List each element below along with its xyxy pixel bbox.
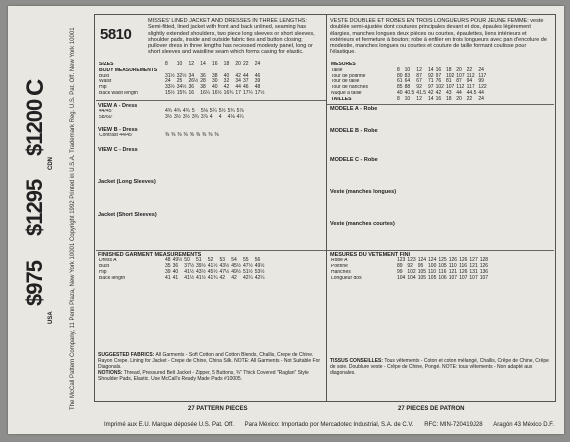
table-row: Bust 31½ 32½ 34 36 38 40 42 44 46 xyxy=(99,72,261,79)
table-row: Robe A 123 123 124 124 125 126 126 127 128 xyxy=(331,257,489,264)
french-sizing xyxy=(330,62,552,103)
language-divider xyxy=(326,14,327,401)
english-yardage xyxy=(98,103,326,218)
section-rule xyxy=(96,100,326,101)
table-row: 44/45" 4¾ 4¾ 4¾ 5 5⅛ 5¼ 5½ 5¾ 5⅞ xyxy=(99,108,244,115)
table-row: Tour de hanches 85 88 92 97 102 107 112 117 122 xyxy=(331,84,487,91)
finished-label: FINISHED GARMENT MEASUREMENTS xyxy=(98,252,202,258)
table-row: 58/60" 3½ 3½ 3½ 3¾ 3⅞ 4 4 4⅛ 4¼ xyxy=(99,114,244,121)
table-row: Nuque à taille 40 40.5 41.5 42 42 43 44 44.5 44 xyxy=(331,89,484,96)
table-row: Longueur dos 104 104 105 105 106 107 107 107 107 xyxy=(331,274,489,281)
table-row: Hip 39 40 41½ 43½ 45½ 47½ 49½ 51½ 53½ xyxy=(99,268,265,275)
tissus-label: TISSUS CONSEILLES: xyxy=(330,358,384,364)
view-b-label: VIEW B - Dress xyxy=(98,126,138,133)
french-notes xyxy=(330,358,552,376)
notions-text: Thread, Pressured Belt Jacket - Zipper, 5 Buttons, ¾" Thick Covered "Raglan" Style Shoulder Pads, Elastic. Use McCall's Ready Made Pads #10005. xyxy=(98,370,309,382)
suggested-text: All Garments - Soft Cotton and Cotton Blends, Challis, Crepe de Chine. Rayon Crepe. Lining for Jacket - Crepe de Chine, China Silk. NOTE: All Garments - Not Suitable For Diagonals. xyxy=(98,352,321,370)
table-row: Hanches 99 102 105 110 116 121 126 131 136 xyxy=(331,268,489,275)
pattern-envelope-back xyxy=(8,6,564,434)
table-row: Taille 8 10 12 14 16 18 20 22 24 xyxy=(331,66,484,73)
yardage-table xyxy=(98,109,245,121)
body-measurements-label: BODY MEASUREMENTS xyxy=(99,67,158,73)
veste-courtes-label: Veste (manches courtes) xyxy=(330,221,395,228)
copyright-line: The McCall Pattern Company, 11 Penn Plaza, New York 10001 Copyright 1992 Printed in U.S.A. Trademark Reg. U.S. Pat. Off. New York 10001 xyxy=(70,27,76,410)
footer-mexico: Para México: Importado por Mercadotec Industrial, S.A. de C.V. xyxy=(244,422,414,428)
tissus-text: Tous vêtements - Coton et coton mélangé, Challis, Crêpe de Chine, Crêpe de soie. Doublure veste - Crêpe de Chine, Pongé. NOTE: tous vêtements - Non adapté aux diagonales. xyxy=(330,358,549,376)
modele-a-label: MODELE A - Robe xyxy=(330,106,378,112)
table-row: Poitrine 89 92 95 100 105 110 116 121 126 xyxy=(331,263,489,270)
table-row: Back length 41 41 41½ 41½ 41¾ 42 42 42¼ 42¼ xyxy=(99,274,265,281)
size-header-table: SIZES 8 10 12 14 16 18 20 22 24 BODY MEASUREMENTS Bust 31½ 32½ 34 36 38 40 42 44 46 Waist 24 25 26½ 28 30 32 34 37 39 Hip 33½ 34½ 36 38 40 42 44 46 48 Back waist length 15½ 15¾ 16 16¼ 16½ 16¾ 17 17¼ 17½ xyxy=(99,61,265,96)
table-row: Back waist length 15½ 15¾ 16 16¼ 16½ 16¾ 17 17¼ 17½ xyxy=(99,89,265,96)
finished-table xyxy=(98,258,265,281)
notions-label: NOTIONS: xyxy=(98,370,123,376)
table-row: Hip 33½ 34½ 36 38 40 42 44 46 48 xyxy=(99,84,261,91)
footer-address: Aragón 43 México D.F. xyxy=(493,422,554,428)
fr-size-table: MESURES Taille 8 10 12 14 16 18 20 22 24 Tour de poitrine 80 83 87 92 97 102 107 112 117 Tour de taille 61 64 67 71 76 81 87 94 99 Tour de hanches 85 88 92 97 102 107 112 117 122 Nuque à taille 40 40.5 41.5 42 42 43 44 44.5 44 TAILLES 8 10 12 14 16 18 20 22 24 xyxy=(331,62,487,102)
tailles-label: TAILLES xyxy=(331,96,352,102)
yardage-table-b xyxy=(98,133,220,139)
table-row: Tour de poitrine 80 83 87 92 97 102 107 112 117 xyxy=(331,72,487,79)
french-finished xyxy=(330,252,552,281)
price-usa-alt: $1295 xyxy=(22,179,47,236)
table-row: Bust 35 36 37½ 39½ 41½ 43½ 45½ 47½ 49½ xyxy=(99,263,265,270)
table-row: Dress A 48 49½ 50 51 52 53 54 55 56 xyxy=(99,257,261,264)
english-sizing xyxy=(98,62,326,97)
english-notes xyxy=(98,352,326,382)
veste-longues-label: Veste (manches longues) xyxy=(330,188,397,195)
table-row: Waist 24 25 26½ 28 30 32 34 37 39 xyxy=(99,78,261,85)
section-rule xyxy=(327,250,554,251)
english-finished xyxy=(98,252,326,281)
french-yardage xyxy=(330,106,552,227)
mesures-label: MESURES xyxy=(331,62,356,67)
price-letter: C xyxy=(22,79,49,96)
jacket-long-label: Jacket (Long Sleeves) xyxy=(98,179,156,186)
price-cdn: $1200 xyxy=(22,99,47,156)
english-description: MISSES' LINED JACKET AND DRESSES IN THREE LENGTHS: Semi-fitted, lined jacket with front and back unlined, seaming has slightly extended shoulders, two piece long sleeves or short sleeves, shoulder pads, inside and outside fabric ties and button closing; pullover dress in three lengths has recessed modesty panel, long or short sleeves and waistline seam which forms casing for elastic. xyxy=(148,18,315,56)
mesures-vetement-label: MESURES DU VETEMENT FINI xyxy=(330,252,411,258)
pattern-number: 5810 xyxy=(100,26,132,43)
footer-line xyxy=(104,422,554,428)
view-a-label: VIEW A - Dress xyxy=(98,103,138,109)
section-rule xyxy=(327,104,554,105)
view-c-label: VIEW C - Dress xyxy=(98,146,138,153)
modele-c-label: MODELE C - Robe xyxy=(330,156,378,163)
french-description: VESTE DOUBLEE ET ROBES EN TROIS LONGUEURS POUR JEUNE FEMME: veste doublée semi-ajustée dont coutures principales devant et dos, épaules légèrement élargies, manches longues deux pièces ou courtes, épaulettes, liens intérieurs et extérieurs et fermeture à bouton; robe à enfiler en trois longueurs avec pan d'encolure de modestie, manches longues ou courtes et couture de taille formant coulisse pour l'élastique. xyxy=(330,18,547,56)
footer-printed: Imprimé aux E.U. Marque déposée U.S. Pat. Off. xyxy=(104,422,234,428)
price-usa: $975 xyxy=(22,261,47,306)
fr-finished-table xyxy=(330,258,489,281)
modele-b-label: MODELE B - Robe xyxy=(330,128,378,135)
section-rule xyxy=(96,250,326,251)
sizes-label: SIZES xyxy=(99,62,114,67)
footer-rfc: RFC: MIN-720419J28 xyxy=(424,422,483,428)
pieces-de-patron-count: 27 PIECES DE PATRON xyxy=(398,406,465,412)
table-row: Tour de taille 61 64 67 71 76 81 87 94 99 xyxy=(331,78,484,85)
price-suffix-usa: USA xyxy=(48,311,54,324)
price-suffix-cdn: CDN xyxy=(48,157,54,170)
table-row: Contrast 44/45" ⅜ ⅜ ⅜ ⅜ ⅜ ⅜ ⅜ ⅜ ⅜ xyxy=(99,132,219,139)
jacket-short-label: Jacket (Short Sleeves) xyxy=(98,211,157,218)
suggested-label: SUGGESTED FABRICS: xyxy=(98,352,155,358)
pattern-pieces-count: 27 PATTERN PIECES xyxy=(188,406,248,412)
